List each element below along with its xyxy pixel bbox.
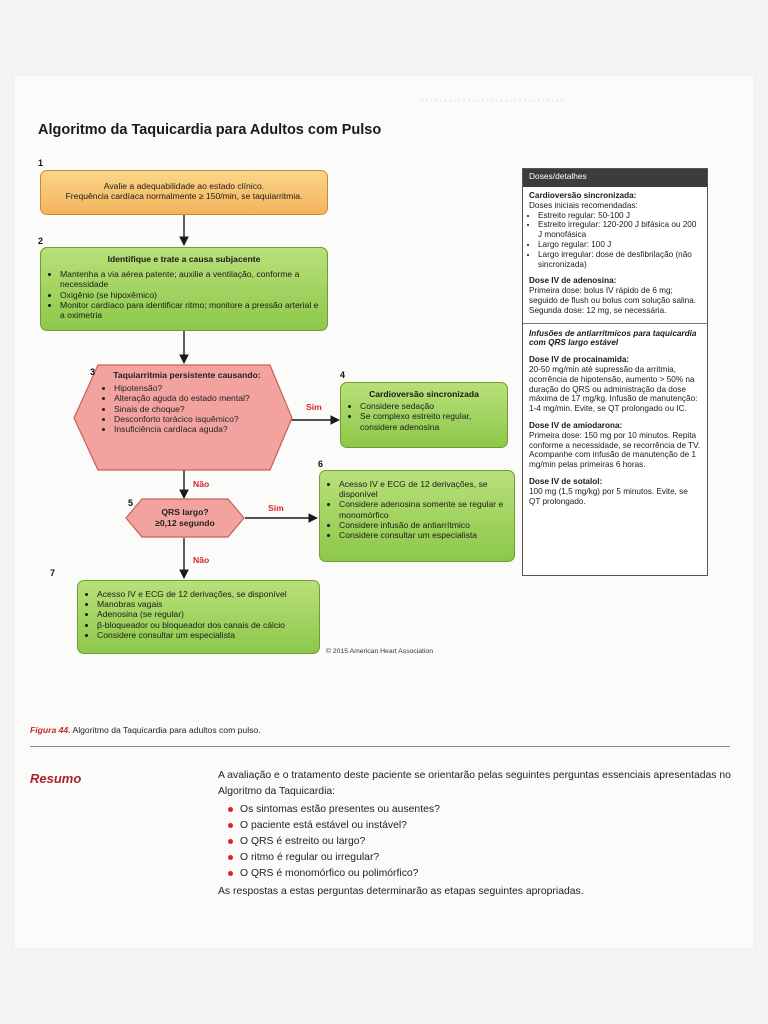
step-3-item: • Desconforto torácico isquêmico? bbox=[114, 414, 284, 424]
step-4-item: • Se complexo estreito regular, considere adenosina bbox=[360, 411, 499, 431]
figure-caption bbox=[30, 725, 261, 735]
step-2-list bbox=[49, 269, 319, 320]
doses-adeno-text: Primeira dose: bolus IV rápido de 6 mg; seguido de flush ou bolus com solução salina. Segunda dose: 12 mg, se necessária. bbox=[529, 286, 697, 315]
step-number-7: 7 bbox=[50, 568, 56, 578]
step-1-line1: Avalie a adequabilidade ao estado clínico. bbox=[103, 181, 265, 191]
step-3-title: Taquiarritmia persistente causando: bbox=[113, 370, 261, 380]
step-6-item: • Considere consultar um especialista bbox=[339, 530, 506, 540]
summary-question: O paciente está estável ou instável? bbox=[228, 818, 440, 834]
doses-sotalol-text: 100 mg (1,5 mg/kg) por 5 minutos. Evite, se QT prolongado. bbox=[529, 486, 688, 506]
step-2-item: • Oxigênio (se hipoxêmico) bbox=[60, 290, 319, 300]
step-number-5: 5 bbox=[128, 498, 134, 508]
step-1-line2: Frequência cardíaca normalmente ≥ 150/min, se taquiarritmia. bbox=[65, 191, 303, 202]
doses-header: Doses/detalhes bbox=[523, 169, 707, 187]
doses-sotalol-title: Dose IV de sotalol: bbox=[529, 476, 603, 486]
doses-cardio-title: Cardioversão sincronizada: bbox=[529, 191, 637, 200]
doses-procain-text: 20-50 mg/min até supressão da arritmia, ocorrência de hipotensão, aumento > 50% na duração do QRS ou administração da dose máxima de 17 mg/kg. Infusão de manutenção: 1-4 mg/min. Evite, se QT prolongado ou IC. bbox=[529, 364, 698, 414]
doses-divider bbox=[523, 323, 707, 324]
label-nao-3: Não bbox=[193, 479, 210, 489]
summary-intro: A avaliação e o tratamento deste paciente se orientarão pelas seguintes perguntas essenciais apresentadas no Algoritmo da Taquicardia: bbox=[218, 770, 731, 797]
doses-cardio-intro: Doses iniciais recomendadas: bbox=[529, 200, 638, 210]
doses-cardio-item: • Estreito regular: 50-100 J bbox=[538, 211, 701, 221]
step-3-item: • Sinais de choque? bbox=[114, 404, 284, 414]
summary-question: O ritmo é regular ou irregular? bbox=[228, 850, 440, 866]
step-7-item: • β-bloqueador ou bloqueador dos canais de cálcio bbox=[97, 620, 311, 630]
doses-amio-title: Dose IV de amiodarona: bbox=[529, 420, 623, 430]
step-number-1: 1 bbox=[38, 158, 44, 168]
summary-question: O QRS é estreito ou largo? bbox=[228, 834, 440, 850]
doses-infusions-title: Infusões de antiarrítmicos para taquicardia com QRS largo estável bbox=[529, 328, 697, 348]
bleed-through: ······························· bbox=[420, 92, 565, 108]
step-4-title: Cardioversão sincronizada bbox=[369, 389, 479, 399]
step-7-item: • Acesso IV e ECG de 12 derivações, se disponível bbox=[97, 589, 311, 599]
page-title: Algoritmo da Taquicardia para Adultos com Pulso bbox=[38, 122, 382, 138]
step-6-item: • Considere infusão de antiarrítmico bbox=[339, 520, 506, 530]
step-3-item: • Alteração aguda do estado mental? bbox=[114, 393, 284, 403]
doses-panel bbox=[522, 168, 708, 576]
step-4-list bbox=[349, 401, 499, 432]
summary-closing: As respostas a estas perguntas determinarão as etapas seguintes apropriadas. bbox=[218, 886, 584, 897]
step-2-item: • Mantenha a via aérea patente; auxilie a ventilação, conforme a necessidade bbox=[60, 269, 319, 289]
step-number-3: 3 bbox=[90, 367, 96, 377]
step-1-box bbox=[40, 170, 328, 215]
summary-question: O QRS é monomórfico ou polimórfico? bbox=[228, 866, 440, 882]
summary-heading: Resumo bbox=[30, 771, 82, 786]
figure-caption-text: Algoritmo da Taquicardia para adultos com pulso. bbox=[72, 725, 261, 735]
step-3-item: • Hipotensão? bbox=[114, 383, 284, 393]
step-7-item: • Adenosina (se regular) bbox=[97, 609, 311, 619]
step-3-list bbox=[104, 383, 284, 434]
summary-question: Os sintomas estão presentes ou ausentes? bbox=[228, 802, 440, 818]
step-6-list bbox=[328, 479, 506, 540]
figure-label: Figura 44. bbox=[30, 725, 71, 735]
doses-cardio-item: • Largo irregular: dose de desfibrilação (não sincronizada) bbox=[538, 250, 701, 270]
doses-cardio-item: • Estreito irregular: 120-200 J bifásica ou 200 J monofásica bbox=[538, 220, 701, 240]
doses-adeno-title: Dose IV de adenosina: bbox=[529, 276, 617, 286]
step-6-box bbox=[319, 470, 515, 562]
step-7-item: • Manobras vagais bbox=[97, 599, 311, 609]
section-divider bbox=[30, 746, 730, 747]
step-7-item: • Considere consultar um especialista bbox=[97, 630, 311, 640]
step-5-line2: ≥0,12 segundo bbox=[155, 517, 215, 528]
step-3-content bbox=[104, 370, 284, 434]
summary-questions bbox=[228, 802, 440, 882]
doses-cardio-list bbox=[529, 211, 701, 270]
label-sim-3: Sim bbox=[306, 402, 322, 412]
step-3-item: • Insuficiência cardíaca aguda? bbox=[114, 424, 284, 434]
step-number-6: 6 bbox=[318, 459, 324, 469]
doses-cardio-item: • Largo regular: 100 J bbox=[538, 240, 701, 250]
step-2-item: • Monitor cardíaco para identificar ritmo; monitore a pressão arterial e a oximetria bbox=[60, 300, 319, 320]
label-sim-5: Sim bbox=[268, 503, 284, 513]
step-2-box bbox=[40, 247, 328, 331]
step-number-2: 2 bbox=[38, 236, 44, 246]
step-number-4: 4 bbox=[340, 370, 346, 380]
label-nao-5: Não bbox=[193, 555, 210, 565]
step-4-item: • Considere sedação bbox=[360, 401, 499, 411]
step-4-box bbox=[340, 382, 508, 448]
step-6-item: • Considere adenosina somente se regular e monomórfico bbox=[339, 499, 506, 519]
step-7-box bbox=[77, 580, 320, 654]
doses-procain-title: Dose IV de procainamida: bbox=[529, 355, 630, 365]
step-5-line1: QRS largo? bbox=[161, 507, 209, 517]
step-5-content bbox=[140, 507, 230, 528]
copyright: © 2015 American Heart Association bbox=[326, 648, 434, 655]
doses-amio-text: Primeira dose: 150 mg por 10 minutos. Repita conforme a necessidade, se recorrência de TV. Acompanhe com infusão de manutenção de 1 mg/min pelas primeiras 6 horas. bbox=[529, 430, 701, 470]
step-7-list bbox=[86, 589, 311, 640]
step-6-item: • Acesso IV e ECG de 12 derivações, se disponível bbox=[339, 479, 506, 499]
step-2-title: Identifique e trate a causa subjacente bbox=[107, 254, 261, 264]
